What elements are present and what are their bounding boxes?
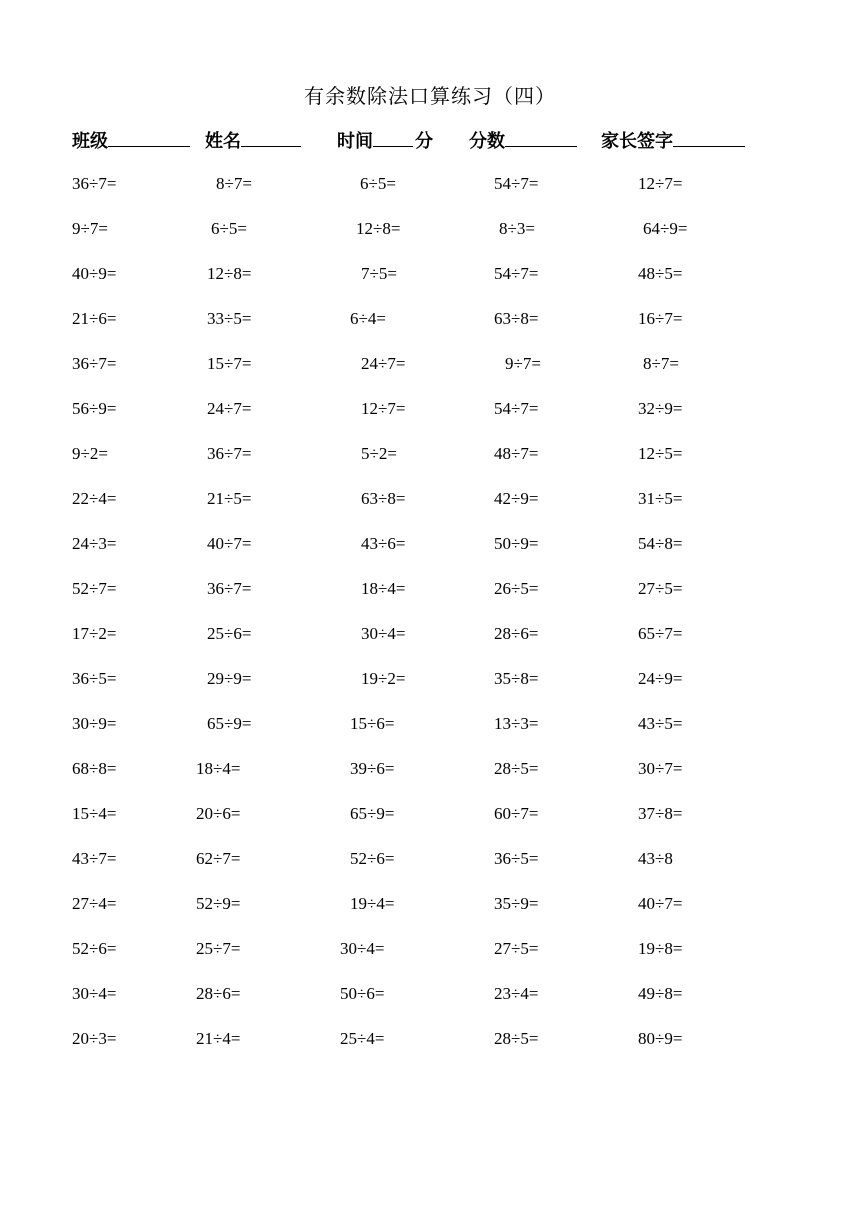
division-problem: 24÷7= bbox=[361, 354, 406, 373]
division-problem: 30÷4= bbox=[340, 939, 385, 958]
division-problem: 54÷7= bbox=[494, 399, 539, 418]
class-blank[interactable] bbox=[108, 130, 190, 147]
division-problem: 24÷9= bbox=[638, 669, 683, 688]
division-problem: 30÷7= bbox=[638, 759, 683, 778]
division-problem: 24÷3= bbox=[72, 534, 117, 553]
division-problem: 15÷6= bbox=[350, 714, 395, 733]
division-problem: 23÷4= bbox=[494, 984, 539, 1003]
division-problem: 50÷9= bbox=[494, 534, 539, 553]
class-field bbox=[72, 127, 190, 153]
division-problem: 48÷7= bbox=[494, 444, 539, 463]
division-problem: 39÷6= bbox=[350, 759, 395, 778]
division-problem: 31÷5= bbox=[638, 489, 683, 508]
division-problem: 64÷9= bbox=[643, 219, 688, 238]
name-label: 姓名 bbox=[205, 131, 241, 152]
time-field bbox=[337, 127, 433, 153]
division-problem: 8÷7= bbox=[643, 354, 679, 373]
division-problem: 6÷5= bbox=[211, 219, 247, 238]
division-problem: 37÷8= bbox=[638, 804, 683, 823]
division-problem: 63÷8= bbox=[494, 309, 539, 328]
score-blank[interactable] bbox=[505, 130, 577, 147]
division-problem: 15÷7= bbox=[207, 354, 252, 373]
problem-row bbox=[0, 352, 860, 376]
problem-row bbox=[0, 307, 860, 331]
division-problem: 29÷9= bbox=[207, 669, 252, 688]
parent-signature-label: 家长签字 bbox=[601, 131, 673, 152]
division-problem: 25÷4= bbox=[340, 1029, 385, 1048]
division-problem: 28÷6= bbox=[196, 984, 241, 1003]
division-problem: 36÷7= bbox=[72, 174, 117, 193]
division-problem: 36÷5= bbox=[494, 849, 539, 868]
division-problem: 17÷2= bbox=[72, 624, 117, 643]
division-problem: 43÷7= bbox=[72, 849, 117, 868]
problem-row bbox=[0, 892, 860, 916]
name-blank[interactable] bbox=[241, 130, 301, 147]
division-problem: 48÷5= bbox=[638, 264, 683, 283]
page-title: 有余数除法口算练习（四） bbox=[304, 84, 556, 108]
division-problem: 30÷9= bbox=[72, 714, 117, 733]
division-problem: 35÷9= bbox=[494, 894, 539, 913]
division-problem: 6÷4= bbox=[350, 309, 386, 328]
division-problem: 21÷6= bbox=[72, 309, 117, 328]
division-problem: 27÷5= bbox=[494, 939, 539, 958]
division-problem: 21÷5= bbox=[207, 489, 252, 508]
division-problem: 8÷3= bbox=[499, 219, 535, 238]
problem-row bbox=[0, 532, 860, 556]
division-problem: 28÷6= bbox=[494, 624, 539, 643]
division-problem: 56÷9= bbox=[72, 399, 117, 418]
time-label: 时间 bbox=[337, 131, 373, 152]
problem-row bbox=[0, 937, 860, 961]
division-problem: 43÷5= bbox=[638, 714, 683, 733]
division-problem: 54÷7= bbox=[494, 174, 539, 193]
division-problem: 9÷7= bbox=[505, 354, 541, 373]
division-problem: 43÷8 bbox=[638, 849, 673, 868]
division-problem: 9÷7= bbox=[72, 219, 108, 238]
division-problem: 32÷9= bbox=[638, 399, 683, 418]
class-label: 班级 bbox=[72, 131, 108, 152]
division-problem: 52÷6= bbox=[350, 849, 395, 868]
division-problem: 5÷2= bbox=[361, 444, 397, 463]
time-blank[interactable] bbox=[373, 130, 413, 147]
name-field bbox=[205, 127, 301, 153]
division-problem: 18÷4= bbox=[196, 759, 241, 778]
problem-row bbox=[0, 712, 860, 736]
division-problem: 19÷2= bbox=[361, 669, 406, 688]
problem-row bbox=[0, 487, 860, 511]
problem-row bbox=[0, 442, 860, 466]
division-problem: 12÷8= bbox=[356, 219, 401, 238]
division-problem: 40÷7= bbox=[207, 534, 252, 553]
division-problem: 36÷5= bbox=[72, 669, 117, 688]
division-problem: 28÷5= bbox=[494, 759, 539, 778]
division-problem: 25÷6= bbox=[207, 624, 252, 643]
division-problem: 49÷8= bbox=[638, 984, 683, 1003]
division-problem: 27÷5= bbox=[638, 579, 683, 598]
problem-row bbox=[0, 982, 860, 1006]
division-problem: 50÷6= bbox=[340, 984, 385, 1003]
division-problem: 36÷7= bbox=[72, 354, 117, 373]
problem-row bbox=[0, 847, 860, 871]
division-problem: 16÷7= bbox=[638, 309, 683, 328]
division-problem: 40÷9= bbox=[72, 264, 117, 283]
problem-row bbox=[0, 217, 860, 241]
problem-row bbox=[0, 397, 860, 421]
division-problem: 65÷9= bbox=[350, 804, 395, 823]
division-problem: 52÷9= bbox=[196, 894, 241, 913]
division-problem: 30÷4= bbox=[361, 624, 406, 643]
division-problem: 43÷6= bbox=[361, 534, 406, 553]
division-problem: 60÷7= bbox=[494, 804, 539, 823]
division-problem: 65÷9= bbox=[207, 714, 252, 733]
division-problem: 13÷3= bbox=[494, 714, 539, 733]
division-problem: 68÷8= bbox=[72, 759, 117, 778]
division-problem: 15÷4= bbox=[72, 804, 117, 823]
division-problem: 42÷9= bbox=[494, 489, 539, 508]
division-problem: 21÷4= bbox=[196, 1029, 241, 1048]
problem-row bbox=[0, 622, 860, 646]
division-problem: 26÷5= bbox=[494, 579, 539, 598]
division-problem: 6÷5= bbox=[360, 174, 396, 193]
division-problem: 19÷4= bbox=[350, 894, 395, 913]
problem-row bbox=[0, 577, 860, 601]
division-problem: 12÷7= bbox=[638, 174, 683, 193]
division-problem: 63÷8= bbox=[361, 489, 406, 508]
score-label: 分数 bbox=[469, 131, 505, 152]
division-problem: 20÷6= bbox=[196, 804, 241, 823]
division-problem: 7÷5= bbox=[361, 264, 397, 283]
division-problem: 25÷7= bbox=[196, 939, 241, 958]
division-problem: 52÷6= bbox=[72, 939, 117, 958]
division-problem: 28÷5= bbox=[494, 1029, 539, 1048]
problem-row bbox=[0, 667, 860, 691]
division-problem: 9÷2= bbox=[72, 444, 108, 463]
parent-signature-field bbox=[601, 127, 745, 153]
division-problem: 40÷7= bbox=[638, 894, 683, 913]
division-problem: 12÷5= bbox=[638, 444, 683, 463]
time-suffix: 分 bbox=[415, 131, 433, 152]
division-problem: 36÷7= bbox=[207, 444, 252, 463]
problem-row bbox=[0, 757, 860, 781]
division-problem: 62÷7= bbox=[196, 849, 241, 868]
division-problem: 54÷7= bbox=[494, 264, 539, 283]
division-problem: 19÷8= bbox=[638, 939, 683, 958]
division-problem: 24÷7= bbox=[207, 399, 252, 418]
division-problem: 65÷7= bbox=[638, 624, 683, 643]
division-problem: 12÷7= bbox=[361, 399, 406, 418]
division-problem: 30÷4= bbox=[72, 984, 117, 1003]
score-field bbox=[469, 127, 577, 153]
division-problem: 22÷4= bbox=[72, 489, 117, 508]
problem-row bbox=[0, 262, 860, 286]
division-problem: 20÷3= bbox=[72, 1029, 117, 1048]
division-problem: 52÷7= bbox=[72, 579, 117, 598]
problem-row bbox=[0, 1027, 860, 1051]
division-problem: 33÷5= bbox=[207, 309, 252, 328]
division-problem: 54÷8= bbox=[638, 534, 683, 553]
problem-row bbox=[0, 172, 860, 196]
division-problem: 8÷7= bbox=[216, 174, 252, 193]
division-problem: 27÷4= bbox=[72, 894, 117, 913]
division-problem: 35÷8= bbox=[494, 669, 539, 688]
division-problem: 80÷9= bbox=[638, 1029, 683, 1048]
parent-signature-blank[interactable] bbox=[673, 130, 745, 147]
problem-row bbox=[0, 802, 860, 826]
division-problem: 36÷7= bbox=[207, 579, 252, 598]
division-problem: 12÷8= bbox=[207, 264, 252, 283]
division-problem: 18÷4= bbox=[361, 579, 406, 598]
